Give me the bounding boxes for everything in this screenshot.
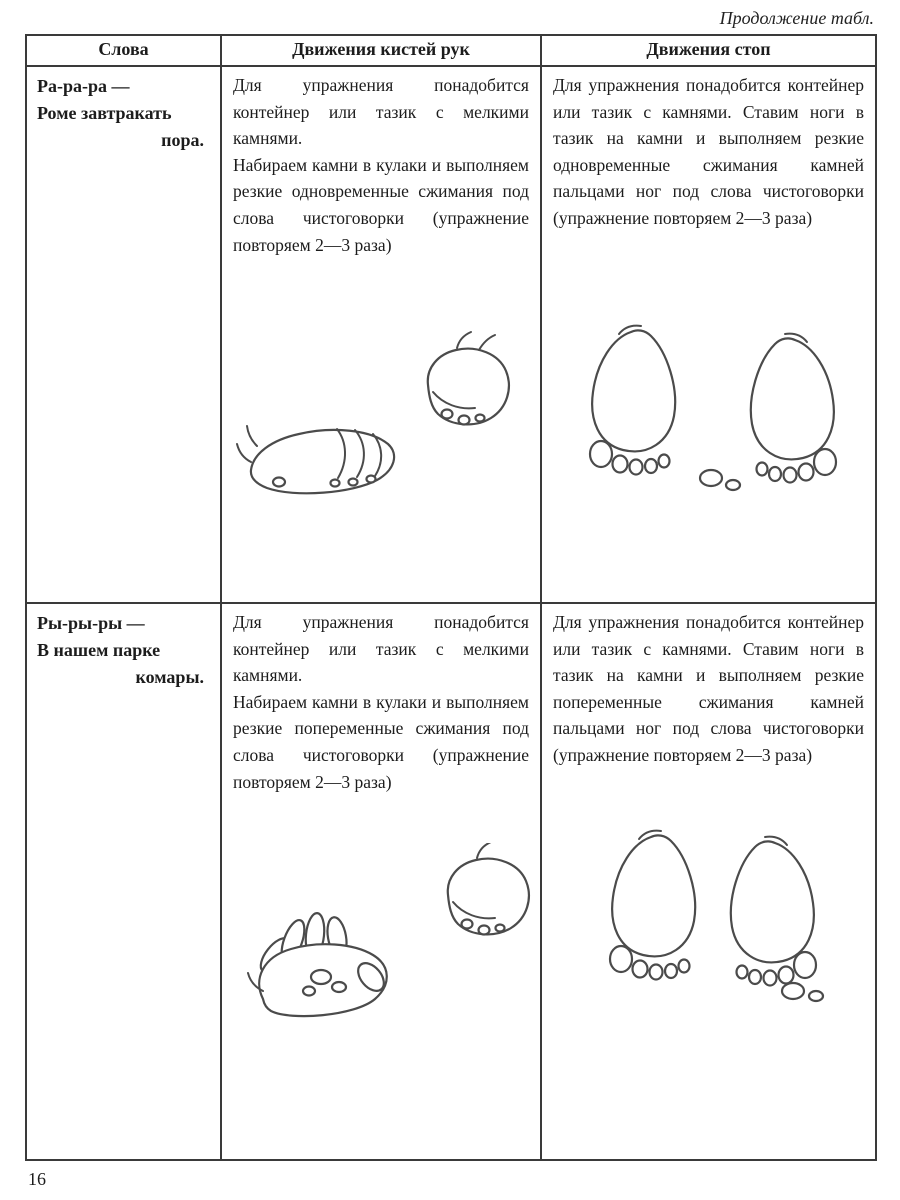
column-header-hand-movements: Движения кистей рук [221, 35, 541, 66]
column-header-foot-movements: Движения стоп [541, 35, 876, 66]
hands-illustration [233, 843, 529, 1051]
column-header-words: Слова [26, 35, 221, 66]
hands-cell-row2 [221, 603, 541, 1160]
feet-with-pebbles-drawing [553, 825, 873, 1015]
rhyme-line: Роме завтракать [37, 103, 172, 123]
rhyme-line: Ры-ры-ры — [37, 613, 145, 633]
fists-squeezing-stones-drawing [233, 330, 533, 525]
hands-instruction-paragraph: Набираем камни в кулаки и выполняем резкие попеременные сжимания под слова чистоговорки (упражнение повторяем 2—3 раза) [233, 691, 529, 792]
feet-cell-row2 [541, 603, 876, 1160]
table-row [26, 66, 876, 603]
feet-cell-row1 [541, 66, 876, 603]
rhyme-line: комары. [135, 667, 204, 687]
page-number: 16 [28, 1169, 46, 1189]
table-row [26, 603, 876, 1160]
table-header-row [26, 35, 876, 66]
feet-instruction-paragraph: Для упражнения понадобится контейнер или тазик с камнями. Ставим ноги в тазик на камни и выполняем резкие попеременные сжимания камней пальцами ног под слова чистоговорки (упражнение повторяем 2—3 раза) [553, 612, 864, 765]
feet-with-pebbles-drawing [553, 320, 873, 510]
rhyme-line: Ра-ра-ра — [37, 76, 130, 96]
hands-cell-row1 [221, 66, 541, 603]
feet-instruction-paragraph: Для упражнения понадобится контейнер или тазик с камнями. Ставим ноги в тазик на камни и выполняем резкие одновременные сжимания камней пальцами ног под слова чистоговорки (упражнение повторяем 2—3 раза) [553, 75, 864, 228]
rhyme-line: В нашем парке [37, 640, 161, 660]
table-continuation-note: Продолжение табл. [719, 8, 874, 28]
hands-instruction-paragraph: Для упражнения понадобится контейнер или тазик с мелкими камнями. [233, 75, 529, 149]
rhyme-line: пора. [161, 130, 204, 150]
feet-illustration [553, 825, 864, 1023]
words-cell-row1 [26, 66, 221, 603]
hands-instruction-paragraph: Набираем камни в кулаки и выполняем резкие одновременные сжимания под слова чистоговорки (упражнение повторяем 2—3 раза) [233, 154, 529, 255]
hands-instruction-paragraph: Для упражнения понадобится контейнер или тазик с мелкими камнями. [233, 612, 529, 686]
speech-exercise-table [25, 34, 877, 1161]
words-cell-row2 [26, 603, 221, 1160]
feet-illustration [553, 320, 864, 518]
hands-illustration [233, 330, 529, 533]
palm-with-stones-and-fist-drawing [233, 843, 533, 1043]
